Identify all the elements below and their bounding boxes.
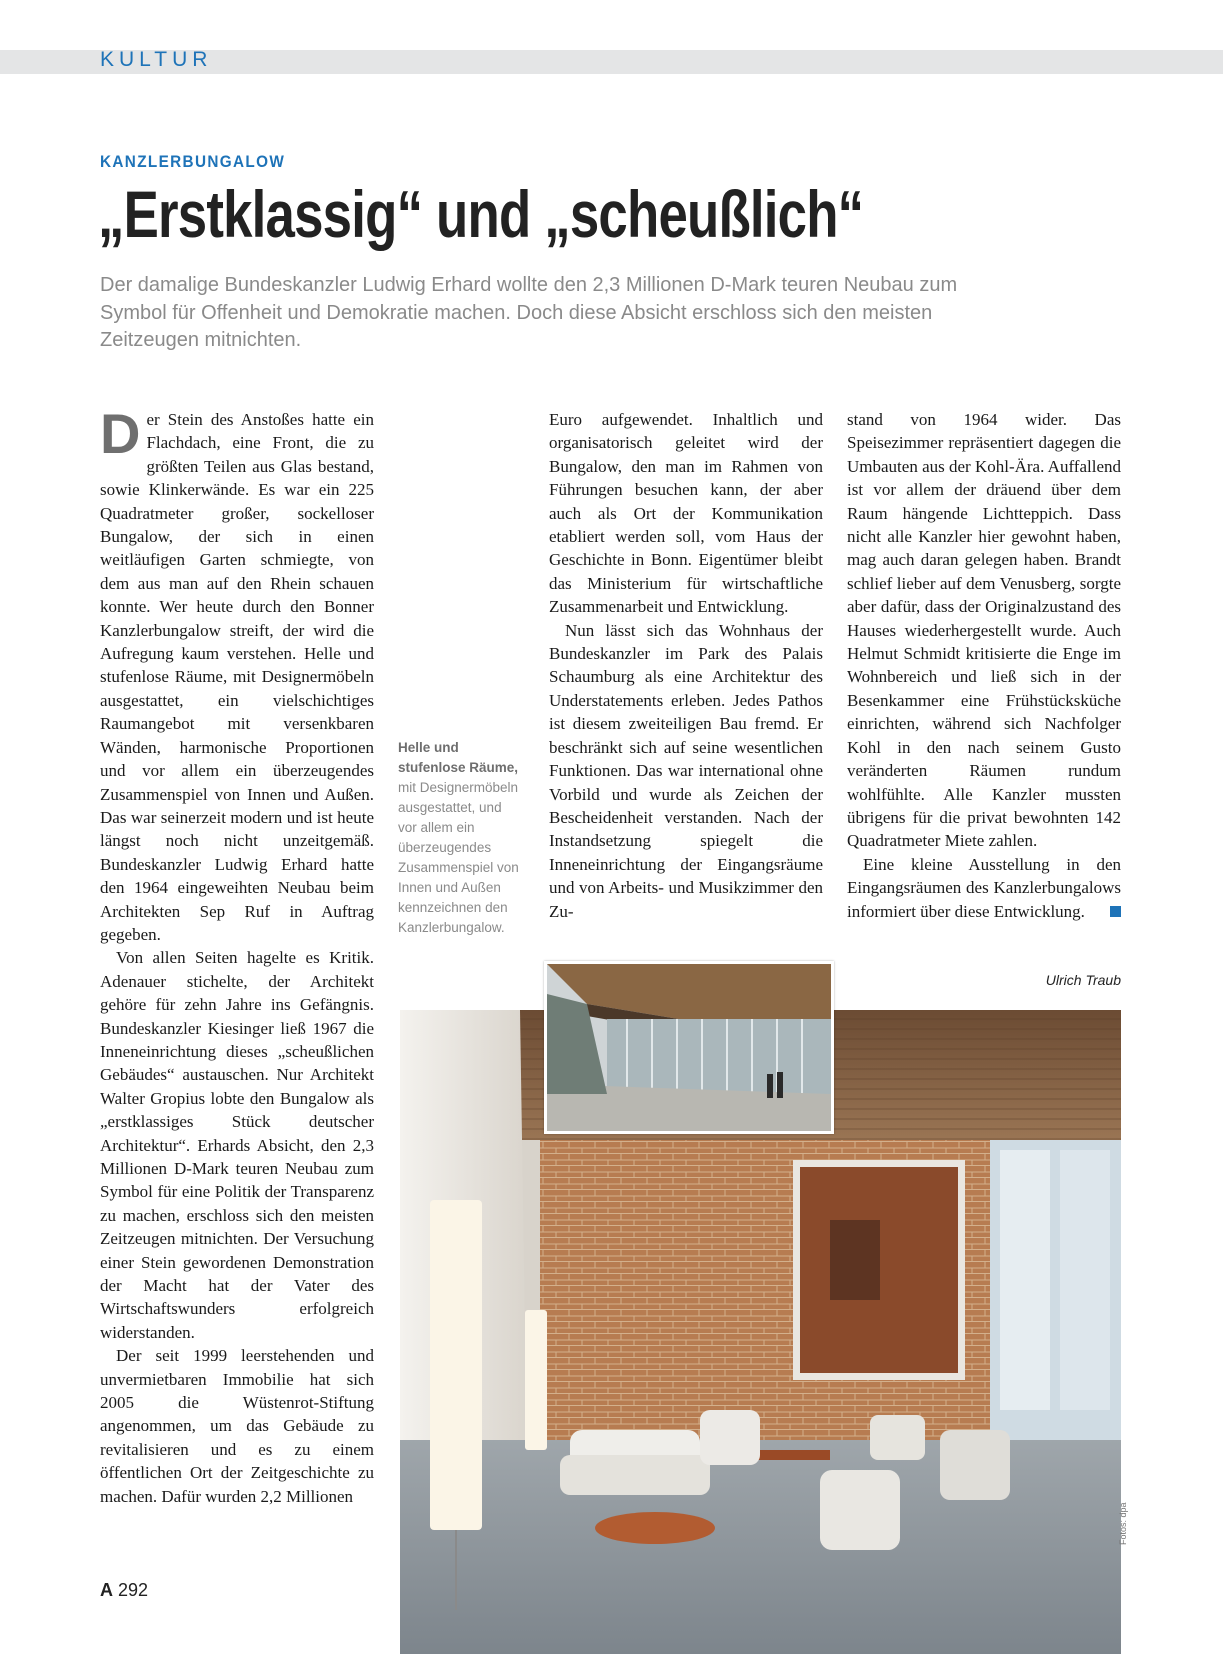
page-number-value: 292 [118,1580,149,1600]
paragraph-text: Eine kleine Ausstellung in den Eingangsräumen des Kanzlerbungalows informiert über diese Entwicklung. [847,854,1121,921]
section-label: KULTUR [100,48,213,71]
paragraph: Von allen Seiten hagelte es Kritik. Adenauer stichelte, der Architekt gehöre für zehn Jahre ins Gefängnis. Bundeskanzler Kiesinger ließ 1967 die Inneneinrichtung dieses „scheußlichen Gebäudes“ austauschen. Nur Architekt Walter Gropius lobte den Bungalow als „erstklassiges Stück deutscher Architektur“. Erhards Absicht, den 2,3 Millionen D-Mark teuren Neubau zum Symbol für eine Politik der Transparenz zu machen, erschloss sich den meisten Zeitzeugen mitnichten. Der Versuchung einer Stein gewordenen Demonstration der Macht hat der Vater des Wirtschaftswunders erfolgreich widerstanden. [100,948,374,1342]
drop-cap: D [100,402,141,465]
end-mark-icon [1110,906,1121,917]
text-column-1 [100,402,374,1508]
paragraph: stand von 1964 wider. Das Speisezimmer repräsentiert dagegen die Umbauten aus der Kohl-Ära. Auffallend ist vor allem der dräuend über dem Raum hängende Lichtteppich. Dass nicht alle Kanzler hier gewohnt haben, mag auch daran gelegen haben. Brandt schlief lieber auf dem Venusberg, sorgte aber dafür, dass der Originalzustand des Hauses wiederhergestellt wurde. Auch Helmut Schmidt kritisierte die Enge im Wohnbereich und ließ sich in der Besenkammer eine Frühstücksküche einrichten, während sich Nachfolger Kohl in den nach seinem Gusto veränderten Räumen rundum wohlfühlte. Alle Kanzler mussten übrigens für die privat bewohnten 142 Quadratmeter Miete zahlen. [847,410,1121,851]
text-column-3 [847,408,1121,923]
paragraph [100,402,374,946]
paragraph: Euro aufgewendet. Inhaltlich und organisatorisch geleitet wird der Bungalow, den man im Rahmen von Führungen besuchen kann, der aber auch als Ort der Kommunikation etabliert werden soll, vom Haus der Geschichte in Bonn. Eigentümer bleibt das Ministerium für wirtschaftliche Zusammenarbeit und Entwicklung. [549,410,823,617]
photo-credit: Fotos: dpa [1118,1502,1128,1545]
exterior-photo [544,961,834,1134]
paragraph [847,853,1121,923]
article-headline: „Erstklassig“ und „scheußlich“ [98,177,864,251]
caption-text: mit Designermöbeln ausgestattet, und vor allem ein überzeugendes Zusammenspiel von Innen und Außen kennzeichnen den Kanzlerbungalow. [398,780,519,935]
page-number [100,1580,148,1601]
text-column-2 [549,408,823,923]
paragraph-text: er Stein des Anstoßes hatte ein Flachdach, eine Front, die zu größten Teilen aus Glas bestand, sowie Klinkerwände. Es war ein 225 Quadratmeter großer, sockelloser Bungalow, der sich in einen weitläufigen Garten schmiegte, von dem aus man auf den Rhein schauen konnte. Wer heute durch den Bonner Kanzlerbungalow streift, der wird die Aufregung kaum verstehen. Helle und stufenlose Räume, mit Designermöbeln ausgestattet, ein vielschichtiges Raumangebot mit versenkbaren Wänden, harmonische Proportionen und vor allem ein überzeugendes Zusammenspiel von Innen und Außen. Das war seinerzeit modern und ist heute längst noch nicht unzeitgemäß. Bundeskanzler Ludwig Erhard hatte den 1964 eingeweihten Neubau beim Architekten Sep Ruf in Auftrag gegeben. [100,410,374,944]
photo-caption [398,738,523,938]
caption-lead: Helle und stufenlose Räume, [398,740,519,775]
author-byline: Ulrich Traub [1045,972,1121,988]
article-deck: Der damalige Bundeskanzler Ludwig Erhard wollte den 2,3 Millionen D-Mark teuren Neubau zum Symbol für Offenheit und Demokratie machen. Doch diese Absicht erschloss sich den meisten Zeitzeugen mitnichten. [100,274,958,351]
paragraph: Der seit 1999 leerstehenden und unvermietbaren Immobilie hat sich 2005 die Wüstenrot-Stiftung angenommen, um das Gebäude zu revitalisieren und es zu einem öffentlichen Ort der Zeitgeschichte zu machen. Dafür wurden 2,2 Millionen [100,1346,374,1506]
article-kicker: KANZLERBUNGALOW [100,152,286,171]
page-prefix: A [100,1580,113,1600]
paragraph: Nun lässt sich das Wohnhaus der Bundeskanzler im Park des Palais Schaumburg als eine Architektur des Understatements erleben. Jedes Pathos ist diesem zweiteiligen Bau fremd. Er beschränkt sich auf seine wesentlichen Funktionen. Das war international ohne Vorbild und wurde als Zeichen der Bescheidenheit verstanden. Nach der Instandsetzung spiegelt die Inneneinrichtung der Eingangsräume und von Arbeits- und Musikzimmer den Zu- [549,620,823,921]
